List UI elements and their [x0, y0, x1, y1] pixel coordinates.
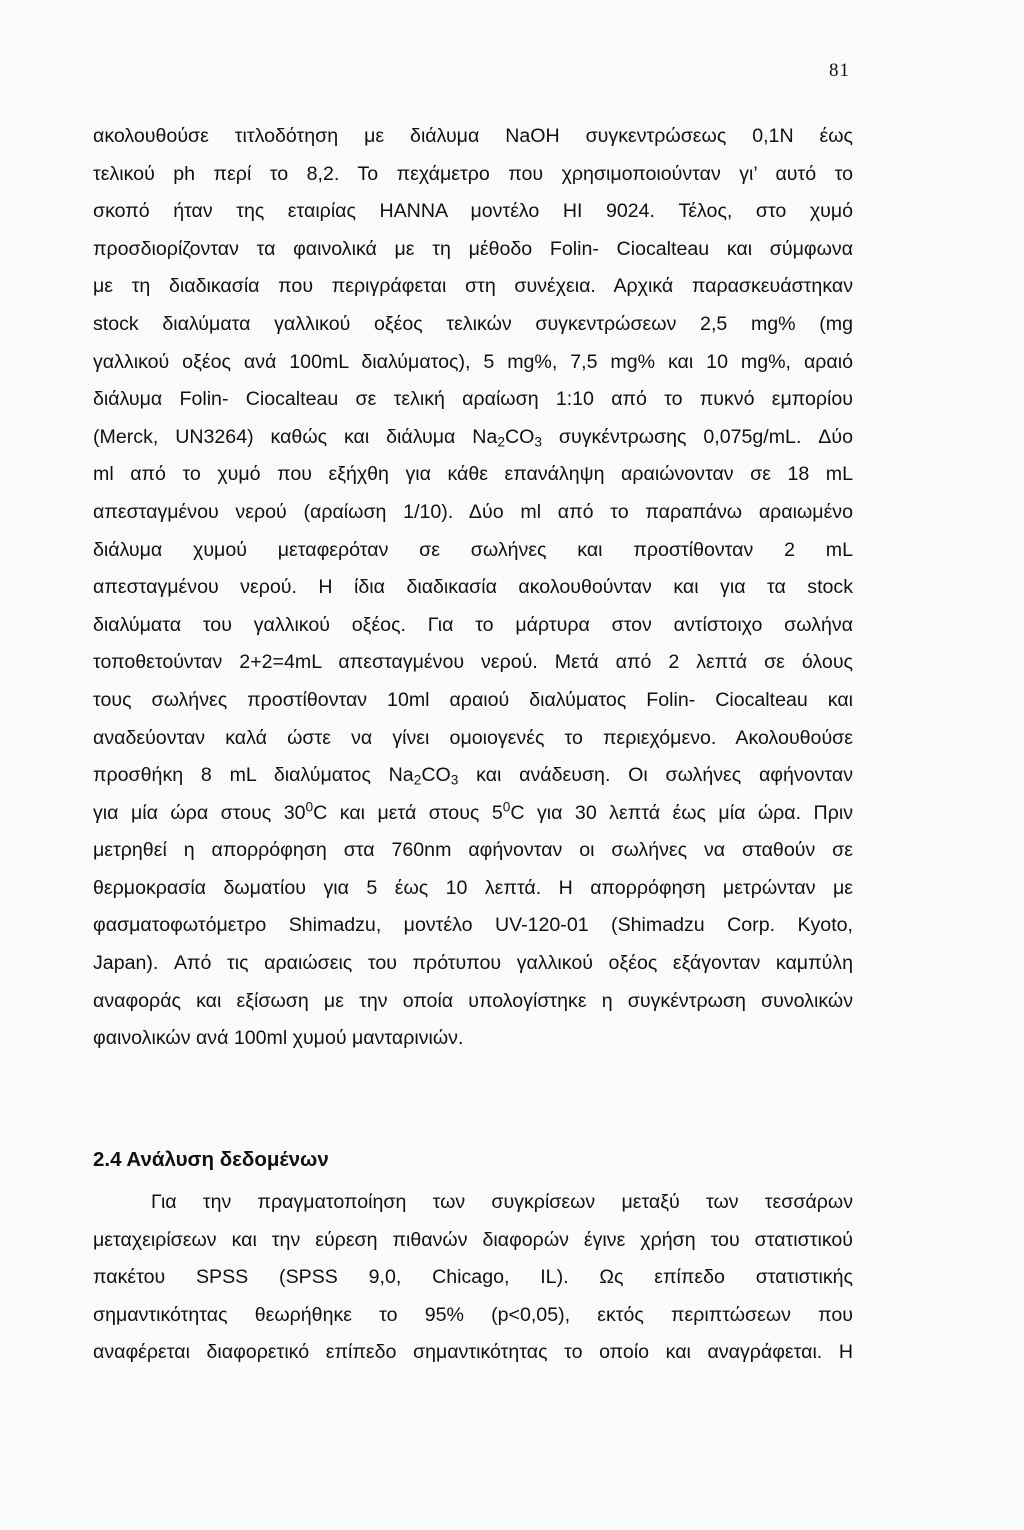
- subscript: 2: [497, 434, 505, 450]
- text-line: διάλυμα χυμού μεταφερόταν σε σωλήνες και προστίθονταν 2 mL: [93, 538, 853, 561]
- superscript: 0: [502, 799, 511, 815]
- superscript: 0: [305, 799, 314, 815]
- text-line: τους σωλήνες προστίθονταν 10ml αραιού διαλύματος Folin- Ciocalteau και: [93, 688, 853, 711]
- text-line: τοποθετούνταν 2+2=4mL απεσταγμένου νερού. Μετά από 2 λεπτά σε όλους: [93, 651, 853, 674]
- text-line: απεσταγμένου νερού (αραίωση 1/10). Δύο ml από το παραπάνω αραιωμένο: [93, 500, 853, 523]
- text-line: ακολουθούσε τιτλοδότηση με διάλυμα NaOH συγκεντρώσεως 0,1N έως: [93, 125, 853, 147]
- text-line: [93, 795, 853, 833]
- text-segment: συγκέντρωσης 0,075g/mL. Δύο: [541, 425, 853, 448]
- subscript: 3: [450, 772, 459, 788]
- text-line: γαλλικού οξέος ανά 100mL διαλύματος), 5 mg%, 7,5 mg% και 10 mg%, αραιό: [93, 350, 853, 373]
- text-line: σκοπό ήταν της εταιρίας HANNA μοντέλο HI 9024. Τέλος, στο χυμό: [93, 200, 853, 223]
- text-line: [93, 757, 853, 795]
- text-line: ml από το χυμό που εξήχθη για κάθε επανάληψη αραιώνονταν σε 18 mL: [93, 463, 853, 486]
- text-segment: για μία ώρα στους 30: [93, 801, 306, 824]
- section-paragraph: [93, 1184, 853, 1372]
- subscript: 2: [413, 772, 422, 788]
- text-line: πακέτου SPSS (SPSS 9,0, Chicago, IL). Ως επίπεδο στατιστικής: [93, 1266, 853, 1289]
- text-segment: CO: [421, 764, 451, 787]
- text-line: σημαντικότητας θεωρήθηκε το 95% (p<0,05), εκτός περιπτώσεων που: [93, 1303, 853, 1326]
- text-line: [93, 419, 853, 457]
- text-line: αναφέρεται διαφορετικό επίπεδο σημαντικότητας το οποίο και αναγράφεται. Η: [93, 1341, 853, 1364]
- text-segment: (Merck, UN3264) καθώς και διάλυμα Na: [93, 425, 498, 448]
- text-segment: προσθήκη 8 mL διαλύματος Na: [93, 764, 414, 787]
- text-segment: και ανάδευση. Οι σωλήνες αφήνονταν: [458, 764, 853, 787]
- text-segment: C για 30 λεπτά έως μία ώρα. Πριν: [510, 801, 853, 824]
- text-line: με τη διαδικασία που περιγράφεται στη συνέχεια. Αρχικά παρασκευάστηκαν: [93, 275, 853, 298]
- text-line: φαινολικών ανά 100ml χυμού μανταρινιών.: [93, 1027, 464, 1050]
- text-line: διάλυμα Folin- Ciocalteau σε τελική αραίωση 1:10 από το πυκνό εμπορίου: [93, 388, 853, 411]
- section-heading: 2.4 Ανάλυση δεδομένων: [93, 1148, 329, 1171]
- subscript: 3: [534, 434, 542, 450]
- text-line: αναφοράς και εξίσωση με την οποία υπολογίστηκε η συγκέντρωση συνολικών: [93, 989, 853, 1012]
- text-segment: CO: [504, 425, 535, 448]
- text-line: απεσταγμένου νερού. Η ίδια διαδικασία ακολουθούνταν και για τα stock: [93, 576, 853, 599]
- text-line: θερμοκρασία δωματίου για 5 έως 10 λεπτά. Η απορρόφηση μετρώνταν με: [93, 876, 853, 899]
- text-line: προσδιορίζονταν τα φαινολικά με τη μέθοδο Folin- Ciocalteau και σύμφωνα: [93, 237, 853, 260]
- text-line: τελικού ph περί το 8,2. Το πεχάμετρο που χρησιμοποιούνταν γι’ αυτό το: [93, 162, 853, 185]
- text-line: Japan). Από τις αραιώσεις του πρότυπου γαλλικού οξέος εξάγονταν καμπύλη: [93, 952, 853, 975]
- text-line: αναδεύονταν καλά ώστε να γίνει ομοιογενές το περιεχόμενο. Ακολουθούσε: [93, 726, 853, 749]
- text-line: μετρηθεί η απορρόφηση στα 760nm αφήνονταν οι σωλήνες να σταθούν σε: [93, 839, 853, 862]
- text-line: διαλύματα του γαλλικού οξέος. Για το μάρτυρα στον αντίστοιχο σωλήνα: [93, 613, 853, 636]
- text-segment: C και μετά στους 5: [313, 801, 503, 824]
- text-line: stock διαλύματα γαλλικού οξέος τελικών συγκεντρώσεων 2,5 mg% (mg: [93, 312, 853, 335]
- method-paragraph: [93, 118, 853, 1058]
- text-line: Για την πραγματοποίηση των συγκρίσεων μεταξύ των τεσσάρων: [151, 1191, 853, 1213]
- text-line: φασματοφωτόμετρο Shimadzu, μοντέλο UV-120-01 (Shimadzu Corp. Kyoto,: [93, 914, 853, 937]
- page-number: 81: [829, 60, 850, 81]
- text-line: μεταχειρίσεων και την εύρεση πιθανών διαφορών έγινε χρήση του στατιστικού: [93, 1228, 853, 1251]
